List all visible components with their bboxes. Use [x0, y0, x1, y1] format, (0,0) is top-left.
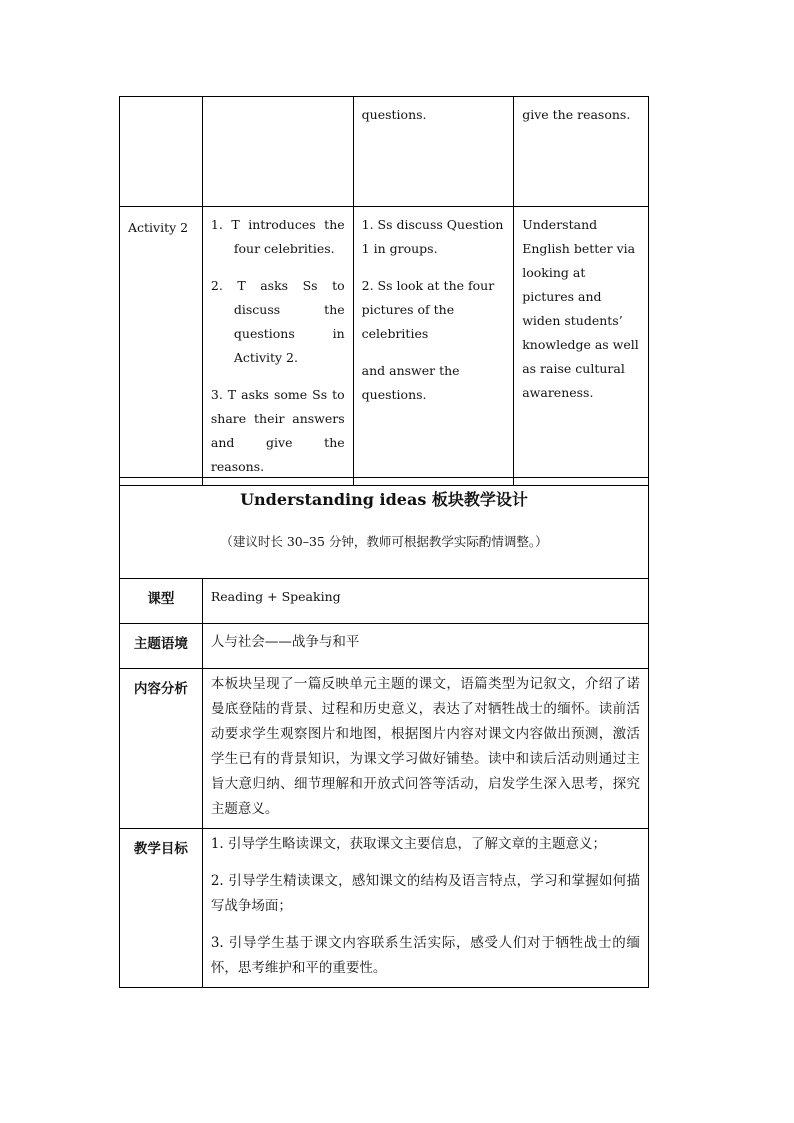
student-step-3: and answer the questions. — [361, 363, 460, 402]
teacher-step-2: 2. T asks Ss to discuss the questions in Activity 2. — [210, 278, 345, 365]
activity-label: Activity 2 — [128, 220, 189, 235]
student-step-2: 2. Ss look at the four pictures of the celebrities — [361, 278, 495, 341]
teacher-step-3: 3. T asks some Ss to share their answers and give the reasons. — [210, 387, 345, 474]
student-continued-text: questions. — [361, 107, 427, 122]
goals-cell — [202, 829, 648, 988]
design-title-row — [120, 478, 649, 579]
design-subtitle: （建议时长 30–35 分钟，教师可根据教学实际酌情调整。） — [220, 534, 548, 549]
teacher-step-1: 1. T introduces the four celebrities. — [210, 217, 345, 256]
activity-table — [119, 96, 649, 486]
analysis-value: 本板块呈现了一篇反映单元主题的课文，语篇类型为记叙文，介绍了诺曼底登陆的背景、过程和历史意义，表达了对牺牲战士的缅怀。读前活动要求学生观察图片和地图，根据图片内容对课文内容做出预测，激活学生已有的背景知识，为课文学习做好铺垫。读中和读后活动则通过主旨大意归纳、细节理解和开放式问答等活动，启发学生深入思考，探究主题意义。 — [202, 669, 648, 829]
design-title: Understanding ideas 板块教学设计 — [240, 490, 528, 509]
activity-row-2 — [120, 207, 649, 486]
design-title-cell — [120, 478, 649, 579]
purpose-text: Understand English better via looking at pictures and widen students’ knowledge as well as raise cultural awareness. — [522, 217, 639, 400]
teacher-cell-empty — [202, 97, 353, 207]
analysis-row — [120, 669, 649, 829]
goal-2: 2. 引导学生精读课文，感知课文的结构及语言特点，学习和掌握如何描写战争场面； — [210, 873, 640, 914]
theme-row — [120, 624, 649, 669]
design-table — [119, 477, 649, 988]
student-step-1: 1. Ss discuss Question 1 in groups. — [361, 217, 504, 256]
student-steps-cell — [353, 207, 514, 486]
activity-label-cell — [120, 207, 203, 486]
course-type-label: 课型 — [120, 579, 203, 624]
activity-label-cell-empty — [120, 97, 203, 207]
theme-label: 主题语境 — [120, 624, 203, 669]
course-type-value: Reading + Speaking — [202, 579, 648, 624]
purpose-cell — [514, 207, 649, 486]
goals-label: 教学目标 — [120, 829, 203, 988]
purpose-continued-text: give the reasons. — [522, 107, 631, 122]
analysis-label: 内容分析 — [120, 669, 203, 829]
activity-row-continued — [120, 97, 649, 207]
teacher-steps-cell — [202, 207, 353, 486]
goal-3: 3. 引导学生基于课文内容联系生活实际，感受人们对于牺牲战士的缅怀，思考维护和平的重要性。 — [210, 935, 640, 976]
purpose-cell-continued — [514, 97, 649, 207]
theme-value: 人与社会——战争与和平 — [202, 624, 648, 669]
student-cell-continued — [353, 97, 514, 207]
goal-1: 1. 引导学生略读课文，获取课文主要信息，了解文章的主题意义； — [210, 836, 607, 852]
course-type-row — [120, 579, 649, 624]
goals-row — [120, 829, 649, 988]
